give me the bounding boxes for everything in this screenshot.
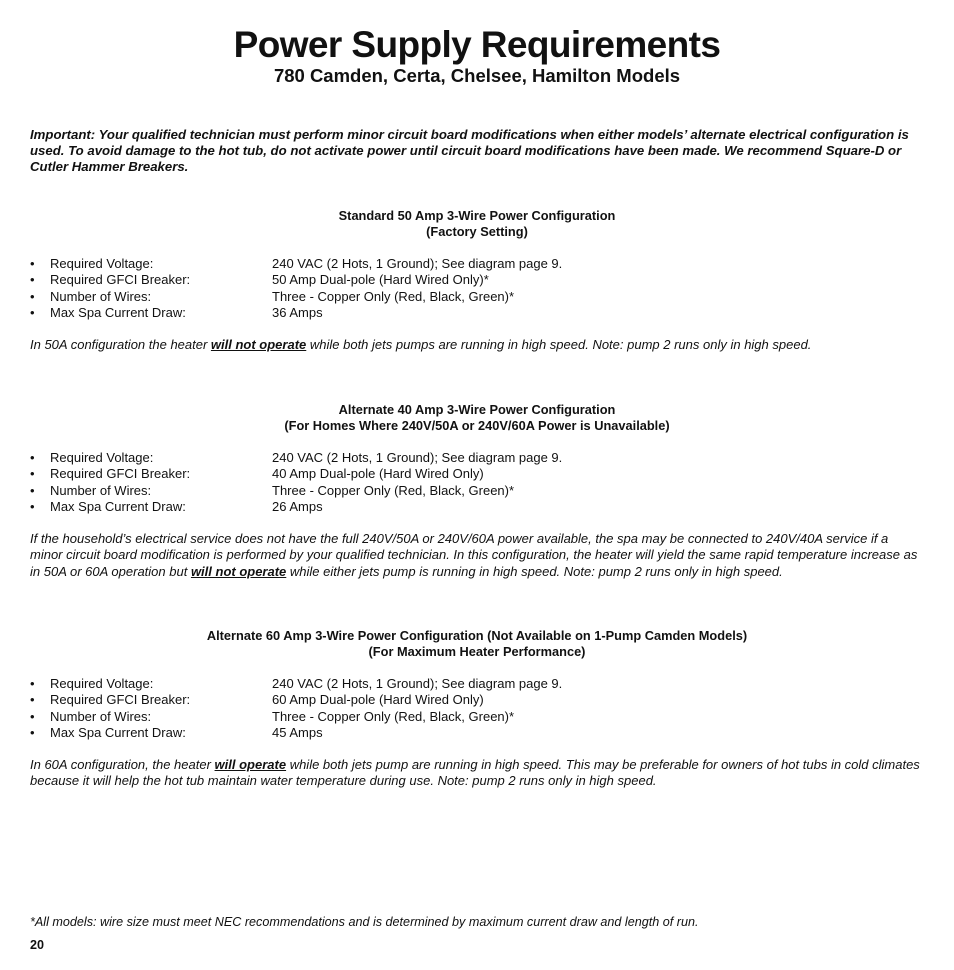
- spec-value: 26 Amps: [272, 498, 323, 514]
- spec-value: 36 Amps: [272, 304, 323, 320]
- spec-row: [30, 709, 930, 725]
- spec-list-50a: [30, 256, 930, 321]
- section-note-60a: [30, 757, 922, 790]
- spec-label: Required GFCI Breaker:: [50, 272, 191, 288]
- bullet: •: [30, 676, 35, 691]
- spec-label: Required GFCI Breaker:: [50, 692, 191, 708]
- note-text: while either jets pump is running in high speed. Note: pump 2 runs only in high speed.: [286, 563, 783, 579]
- section-heading-line: (For Maximum Heater Performance): [368, 644, 586, 660]
- important-notice: Important: Your qualified technician must perform minor circuit board modifications when either models’ alternate electrical configuration is used. To avoid damage to the hot tub, do not activate power until circuit board modifications have been made. We recommend Square-D or Cutler Hammer Breakers.: [30, 127, 909, 175]
- spec-label: Max Spa Current Draw:: [50, 724, 186, 740]
- note-text: while both jets pumps are running in high speed. Note: pump 2 runs only in high speed.: [306, 337, 812, 352]
- spec-label: Max Spa Current Draw:: [50, 304, 186, 320]
- note-text: In 60A configuration, the heater: [30, 757, 215, 772]
- spec-row: [30, 692, 930, 708]
- page-subtitle: 780 Camden, Certa, Chelsee, Hamilton Models: [273, 65, 681, 86]
- spec-label: Required Voltage:: [50, 450, 154, 465]
- spec-row: [30, 305, 930, 321]
- spec-value: Three - Copper Only (Red, Black, Green)*: [272, 482, 515, 498]
- spec-list-60a: [30, 676, 930, 741]
- spec-label: Required GFCI Breaker:: [50, 466, 191, 482]
- bullet: •: [30, 482, 35, 498]
- spec-label: Required Voltage:: [50, 256, 154, 271]
- bullet: •: [30, 450, 35, 465]
- bullet: •: [30, 272, 35, 288]
- spec-row: [30, 450, 930, 466]
- spec-row: [30, 289, 930, 305]
- spec-row: [30, 466, 930, 482]
- note-text: while both jets pump are running in high speed. This may be preferable for owners of hot tubs in cold climates because it will help the hot tub maintain water temperature during use. Note: pump 2 runs only in high speed.: [30, 757, 920, 789]
- spec-value: Three - Copper Only (Red, Black, Green)*: [272, 708, 515, 724]
- spec-row: [30, 725, 930, 741]
- spec-row: [30, 499, 930, 515]
- spec-row: [30, 483, 930, 499]
- bullet: •: [30, 288, 35, 304]
- spec-label: Number of Wires:: [50, 708, 152, 724]
- spec-row: [30, 272, 930, 288]
- footnote: *All models: wire size must meet NEC recommendations and is determined by maximum current draw and length of run.: [30, 915, 699, 929]
- spec-label: Number of Wires:: [50, 482, 152, 498]
- bullet: •: [30, 692, 35, 708]
- spec-value: 45 Amps: [272, 724, 323, 740]
- section-note-50a: [30, 337, 922, 353]
- bullet: •: [30, 708, 35, 724]
- section-heading-60a: [0, 628, 954, 660]
- section-heading-line: Standard 50 Amp 3-Wire Power Configuration: [338, 208, 616, 223]
- bullet: •: [30, 466, 35, 482]
- section-heading-50a: [0, 208, 954, 240]
- page-title: Power Supply Requirements: [233, 24, 721, 65]
- spec-row: [30, 676, 930, 692]
- section-note-40a: [30, 531, 922, 580]
- bullet: •: [30, 304, 35, 320]
- spec-value: Three - Copper Only (Red, Black, Green)*: [272, 288, 515, 304]
- spec-value: 240 VAC (2 Hots, 1 Ground); See diagram page 9.: [272, 676, 563, 691]
- spec-row: [30, 256, 930, 272]
- spec-value: 240 VAC (2 Hots, 1 Ground); See diagram page 9.: [272, 450, 563, 465]
- section-heading-line: (For Homes Where 240V/50A or 240V/60A Power is Unavailable): [284, 418, 670, 434]
- spec-label: Number of Wires:: [50, 288, 152, 304]
- bullet: •: [30, 724, 35, 740]
- note-emphasis: will operate: [214, 757, 287, 772]
- bullet: •: [30, 498, 35, 514]
- spec-value: 50 Amp Dual-pole (Hard Wired Only)*: [272, 272, 489, 288]
- spec-value: 60 Amp Dual-pole (Hard Wired Only): [272, 692, 484, 708]
- section-heading-40a: [0, 402, 954, 434]
- note-text: If the household’s electrical service does not have the full 240V/50A or 240V/60A power available, the spa may be connected to 240V/40A service if a minor circuit board modification is performed by your qualified technician. In this configuration, the heater will yield the same rapid temperature increase as in 50A or 60A operation but: [30, 531, 918, 579]
- section-heading-line: Alternate 60 Amp 3-Wire Power Configuration (Not Available on 1-Pump Camden Models): [206, 628, 748, 643]
- note-text: In 50A configuration the heater: [30, 337, 211, 352]
- note-emphasis: will not operate: [210, 337, 307, 352]
- spec-value: 240 VAC (2 Hots, 1 Ground); See diagram page 9.: [272, 256, 563, 271]
- spec-label: Max Spa Current Draw:: [50, 498, 186, 514]
- spec-label: Required Voltage:: [50, 676, 154, 691]
- note-emphasis: will not operate: [190, 563, 287, 579]
- section-heading-line: Alternate 40 Amp 3-Wire Power Configuration: [338, 402, 616, 417]
- section-heading-line: (Factory Setting): [426, 224, 528, 240]
- bullet: •: [30, 256, 35, 271]
- spec-value: 40 Amp Dual-pole (Hard Wired Only): [272, 466, 484, 482]
- page-number: 20: [30, 938, 45, 952]
- spec-list-40a: [30, 450, 930, 515]
